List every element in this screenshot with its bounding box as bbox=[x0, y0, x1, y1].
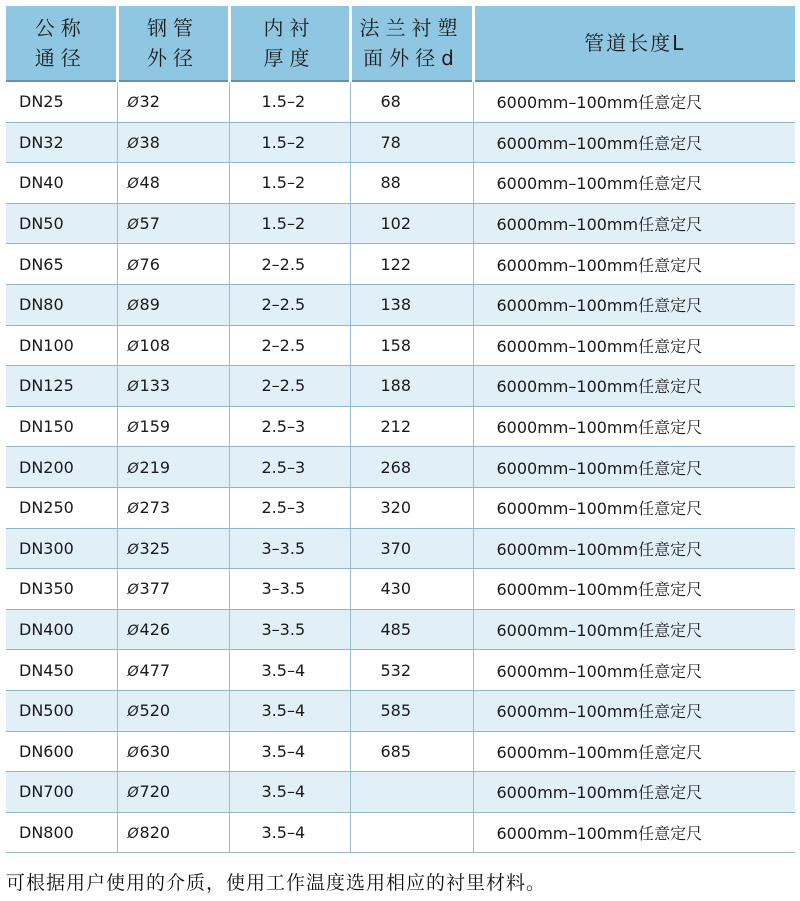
table-row bbox=[6, 406, 795, 447]
table-body bbox=[6, 81, 795, 853]
table-row bbox=[6, 366, 795, 407]
diameter-symbol: Ø bbox=[127, 704, 139, 721]
nominal-diameter-cell: DN150 bbox=[6, 406, 117, 447]
diameter-symbol: Ø bbox=[127, 623, 139, 640]
flange-diameter-cell: 88 bbox=[350, 163, 473, 204]
outer-diameter-cell bbox=[117, 163, 229, 204]
nominal-diameter-cell: DN32 bbox=[6, 122, 117, 163]
pipe-length-cell: 6000mm–100mm任意定尺 bbox=[473, 325, 795, 366]
flange-diameter-cell: 685 bbox=[350, 731, 473, 772]
outer-diameter-value: 89 bbox=[139, 295, 160, 315]
outer-diameter-value: 630 bbox=[139, 741, 171, 761]
outer-diameter-cell bbox=[117, 325, 229, 366]
outer-diameter-value: 108 bbox=[139, 335, 171, 355]
outer-diameter-cell bbox=[117, 447, 229, 488]
lining-thickness-cell: 3.5–4 bbox=[229, 812, 350, 853]
pipe-length-cell: 6000mm–100mm任意定尺 bbox=[473, 447, 795, 488]
lining-thickness-cell: 2–2.5 bbox=[229, 244, 350, 285]
flange-diameter-cell: 212 bbox=[350, 406, 473, 447]
lining-thickness-cell: 1.5–2 bbox=[229, 203, 350, 244]
pipe-length-cell: 6000mm–100mm任意定尺 bbox=[473, 690, 795, 731]
diameter-symbol: Ø bbox=[127, 95, 139, 112]
nominal-diameter-cell: DN40 bbox=[6, 163, 117, 204]
outer-diameter-cell bbox=[117, 122, 229, 163]
flange-diameter-cell: 320 bbox=[350, 487, 473, 528]
outer-diameter-value: 133 bbox=[139, 376, 171, 396]
diameter-symbol: Ø bbox=[127, 420, 139, 437]
outer-diameter-cell bbox=[117, 772, 229, 813]
table-row bbox=[6, 163, 795, 204]
nominal-diameter-cell: DN700 bbox=[6, 772, 117, 813]
table-row bbox=[6, 203, 795, 244]
flange-diameter-cell: 268 bbox=[350, 447, 473, 488]
flange-diameter-cell: 532 bbox=[350, 650, 473, 691]
lining-thickness-cell: 2.5–3 bbox=[229, 487, 350, 528]
lining-thickness-cell: 3–3.5 bbox=[229, 528, 350, 569]
outer-diameter-cell bbox=[117, 203, 229, 244]
diameter-symbol: Ø bbox=[127, 257, 139, 274]
header-steel-outer-diameter: 钢管 外径 bbox=[117, 6, 229, 81]
header-nominal-diameter: 公称 通径 bbox=[6, 6, 117, 81]
outer-diameter-value: 219 bbox=[139, 457, 171, 477]
footnote: 可根据用户使用的介质，使用工作温度选用相应的衬里材料。 bbox=[6, 872, 547, 894]
pipe-length-cell: 6000mm–100mm任意定尺 bbox=[473, 81, 795, 122]
flange-diameter-cell: 370 bbox=[350, 528, 473, 569]
nominal-diameter-cell: DN200 bbox=[6, 447, 117, 488]
table-row bbox=[6, 772, 795, 813]
nominal-diameter-cell: DN600 bbox=[6, 731, 117, 772]
pipe-length-cell: 6000mm–100mm任意定尺 bbox=[473, 244, 795, 285]
pipe-length-cell: 6000mm–100mm任意定尺 bbox=[473, 163, 795, 204]
table-row bbox=[6, 528, 795, 569]
table-row bbox=[6, 244, 795, 285]
outer-diameter-value: 720 bbox=[139, 782, 171, 802]
pipe-length-cell: 6000mm–100mm任意定尺 bbox=[473, 284, 795, 325]
nominal-diameter-cell: DN350 bbox=[6, 569, 117, 610]
pipe-length-cell: 6000mm–100mm任意定尺 bbox=[473, 528, 795, 569]
outer-diameter-value: 377 bbox=[139, 579, 171, 599]
outer-diameter-value: 38 bbox=[139, 132, 160, 152]
lining-thickness-cell: 3.5–4 bbox=[229, 731, 350, 772]
lining-thickness-cell: 1.5–2 bbox=[229, 122, 350, 163]
flange-diameter-cell: 78 bbox=[350, 122, 473, 163]
outer-diameter-value: 477 bbox=[139, 660, 171, 680]
table-row bbox=[6, 569, 795, 610]
flange-diameter-cell: 138 bbox=[350, 284, 473, 325]
pipe-length-cell: 6000mm–100mm任意定尺 bbox=[473, 731, 795, 772]
table-row bbox=[6, 122, 795, 163]
outer-diameter-cell bbox=[117, 650, 229, 691]
lining-thickness-cell: 3–3.5 bbox=[229, 569, 350, 610]
diameter-symbol: Ø bbox=[127, 663, 139, 680]
table-row bbox=[6, 650, 795, 691]
outer-diameter-value: 76 bbox=[139, 254, 160, 274]
diameter-symbol: Ø bbox=[127, 298, 139, 315]
lining-thickness-cell: 3.5–4 bbox=[229, 650, 350, 691]
nominal-diameter-cell: DN25 bbox=[6, 81, 117, 122]
header-flange-lining-diameter: 法兰衬塑 面外径d bbox=[350, 6, 473, 81]
flange-diameter-cell bbox=[350, 772, 473, 813]
diameter-symbol: Ø bbox=[127, 541, 139, 558]
nominal-diameter-cell: DN800 bbox=[6, 812, 117, 853]
outer-diameter-value: 820 bbox=[139, 822, 171, 842]
pipe-length-cell: 6000mm–100mm任意定尺 bbox=[473, 772, 795, 813]
outer-diameter-cell bbox=[117, 528, 229, 569]
flange-diameter-cell: 430 bbox=[350, 569, 473, 610]
pipe-spec-table bbox=[6, 6, 795, 853]
outer-diameter-cell bbox=[117, 609, 229, 650]
lining-thickness-cell: 2.5–3 bbox=[229, 447, 350, 488]
lining-thickness-cell: 1.5–2 bbox=[229, 81, 350, 122]
outer-diameter-cell bbox=[117, 284, 229, 325]
diameter-symbol: Ø bbox=[127, 379, 139, 396]
pipe-length-cell: 6000mm–100mm任意定尺 bbox=[473, 406, 795, 447]
table-row bbox=[6, 284, 795, 325]
table-row bbox=[6, 609, 795, 650]
nominal-diameter-cell: DN250 bbox=[6, 487, 117, 528]
nominal-diameter-cell: DN50 bbox=[6, 203, 117, 244]
table-row bbox=[6, 812, 795, 853]
outer-diameter-value: 520 bbox=[139, 701, 171, 721]
outer-diameter-value: 426 bbox=[139, 620, 171, 640]
lining-thickness-cell: 3.5–4 bbox=[229, 690, 350, 731]
flange-diameter-cell bbox=[350, 812, 473, 853]
outer-diameter-cell bbox=[117, 812, 229, 853]
flange-diameter-cell: 585 bbox=[350, 690, 473, 731]
pipe-length-cell: 6000mm–100mm任意定尺 bbox=[473, 122, 795, 163]
outer-diameter-value: 273 bbox=[139, 498, 171, 518]
diameter-symbol: Ø bbox=[127, 501, 139, 518]
nominal-diameter-cell: DN80 bbox=[6, 284, 117, 325]
pipe-length-cell: 6000mm–100mm任意定尺 bbox=[473, 812, 795, 853]
diameter-symbol: Ø bbox=[127, 338, 139, 355]
lining-thickness-cell: 2–2.5 bbox=[229, 325, 350, 366]
lining-thickness-cell: 2–2.5 bbox=[229, 366, 350, 407]
diameter-symbol: Ø bbox=[127, 460, 139, 477]
pipe-length-cell: 6000mm–100mm任意定尺 bbox=[473, 569, 795, 610]
outer-diameter-cell bbox=[117, 244, 229, 285]
outer-diameter-value: 48 bbox=[139, 173, 160, 193]
nominal-diameter-cell: DN65 bbox=[6, 244, 117, 285]
diameter-symbol: Ø bbox=[127, 217, 139, 234]
nominal-diameter-cell: DN500 bbox=[6, 690, 117, 731]
flange-diameter-cell: 485 bbox=[350, 609, 473, 650]
table-header-row bbox=[6, 6, 795, 81]
header-pipe-length: 管道长度L bbox=[473, 6, 795, 81]
outer-diameter-cell bbox=[117, 81, 229, 122]
outer-diameter-cell bbox=[117, 731, 229, 772]
diameter-symbol: Ø bbox=[127, 785, 139, 802]
outer-diameter-value: 57 bbox=[139, 214, 160, 234]
diameter-symbol: Ø bbox=[127, 825, 139, 842]
pipe-length-cell: 6000mm–100mm任意定尺 bbox=[473, 366, 795, 407]
outer-diameter-value: 32 bbox=[139, 92, 160, 112]
pipe-length-cell: 6000mm–100mm任意定尺 bbox=[473, 609, 795, 650]
nominal-diameter-cell: DN100 bbox=[6, 325, 117, 366]
flange-diameter-cell: 102 bbox=[350, 203, 473, 244]
flange-diameter-cell: 158 bbox=[350, 325, 473, 366]
pipe-length-cell: 6000mm–100mm任意定尺 bbox=[473, 487, 795, 528]
flange-diameter-cell: 188 bbox=[350, 366, 473, 407]
lining-thickness-cell: 3.5–4 bbox=[229, 772, 350, 813]
outer-diameter-cell bbox=[117, 690, 229, 731]
table-row bbox=[6, 325, 795, 366]
table-row bbox=[6, 487, 795, 528]
lining-thickness-cell: 2.5–3 bbox=[229, 406, 350, 447]
nominal-diameter-cell: DN400 bbox=[6, 609, 117, 650]
lining-thickness-cell: 2–2.5 bbox=[229, 284, 350, 325]
table-row bbox=[6, 81, 795, 122]
lining-thickness-cell: 1.5–2 bbox=[229, 163, 350, 204]
diameter-symbol: Ø bbox=[127, 744, 139, 761]
pipe-length-cell: 6000mm–100mm任意定尺 bbox=[473, 650, 795, 691]
outer-diameter-cell bbox=[117, 487, 229, 528]
table-row bbox=[6, 447, 795, 488]
pipe-length-cell: 6000mm–100mm任意定尺 bbox=[473, 203, 795, 244]
outer-diameter-value: 159 bbox=[139, 417, 171, 437]
outer-diameter-cell bbox=[117, 366, 229, 407]
outer-diameter-value: 325 bbox=[139, 538, 171, 558]
outer-diameter-cell bbox=[117, 569, 229, 610]
outer-diameter-cell bbox=[117, 406, 229, 447]
diameter-symbol: Ø bbox=[127, 135, 139, 152]
diameter-symbol: Ø bbox=[127, 176, 139, 193]
table-row bbox=[6, 690, 795, 731]
table-row bbox=[6, 731, 795, 772]
nominal-diameter-cell: DN450 bbox=[6, 650, 117, 691]
flange-diameter-cell: 122 bbox=[350, 244, 473, 285]
flange-diameter-cell: 68 bbox=[350, 81, 473, 122]
header-lining-thickness: 内衬 厚度 bbox=[229, 6, 350, 81]
nominal-diameter-cell: DN300 bbox=[6, 528, 117, 569]
diameter-symbol: Ø bbox=[127, 582, 139, 599]
lining-thickness-cell: 3–3.5 bbox=[229, 609, 350, 650]
nominal-diameter-cell: DN125 bbox=[6, 366, 117, 407]
